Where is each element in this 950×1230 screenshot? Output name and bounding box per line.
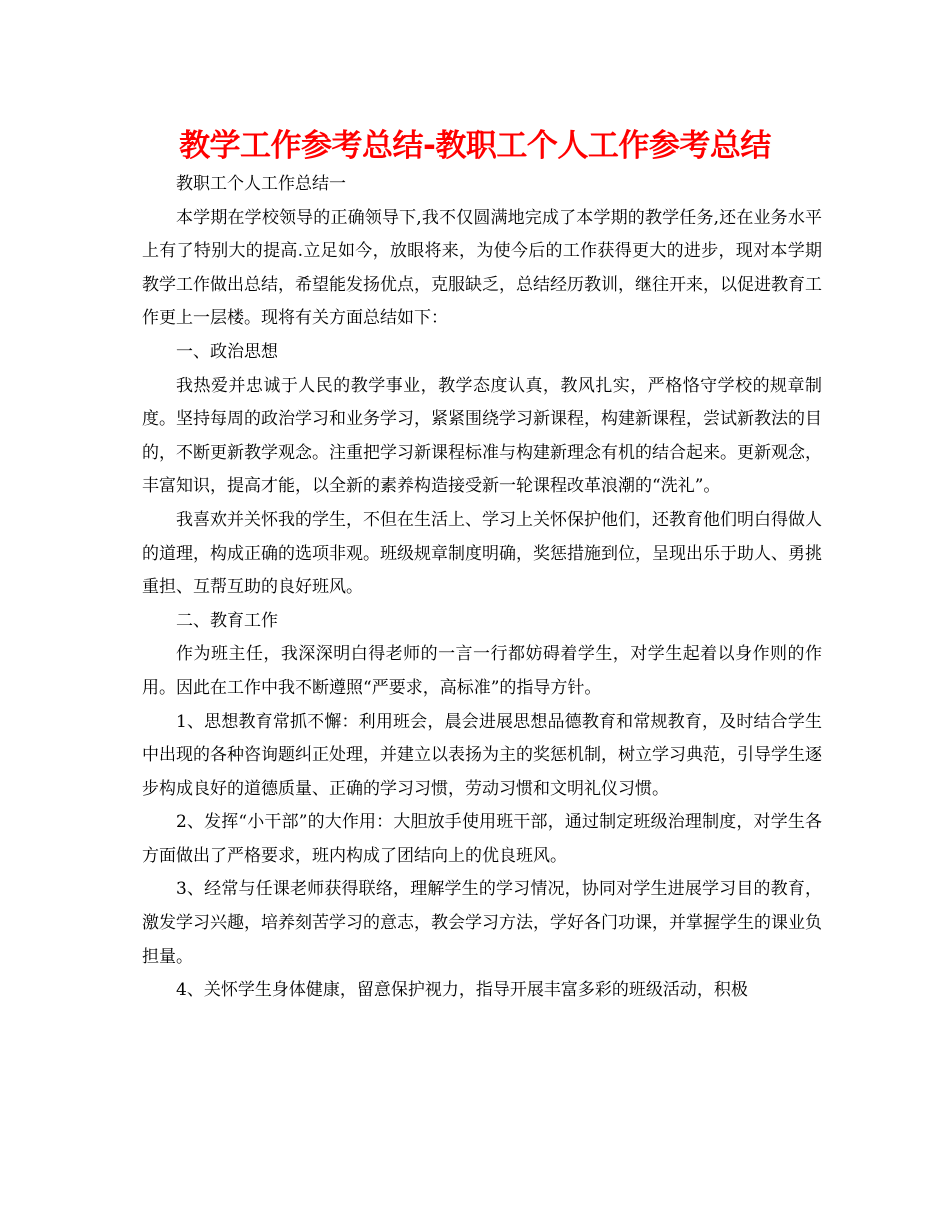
document-title: 教学工作参考总结-教职工个人工作参考总结: [179, 128, 771, 164]
subtitle-paragraph: 教职工个人工作总结一: [176, 174, 346, 194]
intro-paragraph: 本学期在学校领导的正确领导下,我不仅圆满地完成了本学期的教学任务,还在业务水平上有了特别大的提高.立足如今，放眼将来，为使今后的工作获得更大的进步，现对本学期教学工作做出总结，希望能发扬优点，克服缺乏，总结经历教训，继往开来，以促进教育工作更上一层楼。现将有关方面总结如下：: [142, 207, 822, 329]
list-item-3: 3、经常与任课老师获得联络，理解学生的学习情况，协同对学生进展学习目的教育，激发学习兴趣，培养刻苦学习的意志，教会学习方法，学好各门功课，并掌握学生的课业负担量。: [142, 879, 822, 967]
politics-paragraph: 我热爱并忠诚于人民的教学事业，教学态度认真，教风扎实，严格恪守学校的规章制度。坚持每周的政治学习和业务学习，紧紧围绕学习新课程，构建新课程，尝试新教法的目的，不断更新教学观念。注重把学习新课程标准与构建新理念有机的结合起来。更新观念，丰富知识，提高才能，以全新的素养构造接受新一轮课程改革浪潮的“洗礼”。: [142, 375, 822, 497]
care-paragraph: 我喜欢并关怀我的学生，不但在生活上、学习上关怀保护他们，还教育他们明白得做人的道理，构成正确的选项非观。班级规章制度明确，奖惩措施到位，呈现出乐于助人、勇挑重担、互帮互助的良好班风。: [142, 509, 822, 598]
list-item-2: 2、发挥“小干部”的大作用：大胆放手使用班干部，通过制定班级治理制度，对学生各方面做出了严格要求，班内构成了团结向上的优良班风。: [142, 812, 822, 866]
list-item-1: 1、思想教育常抓不懈：利用班会，晨会进展思想品德教育和常规教育，及时结合学生中出现的各种咨询题纠正处理，并建立以表扬为主的奖惩机制，树立学习典范，引导学生逐步构成良好的道德质量、正确的学习习惯，劳动习惯和文明礼仪习惯。: [142, 711, 822, 799]
document-body: [142, 168, 822, 1008]
list-item-4: 4、关怀学生身体健康，留意保护视力，指导开展丰富多彩的班级活动，积极: [176, 980, 748, 1001]
education-intro-paragraph: 作为班主任，我深深明白得老师的一言一行都妨碍着学生，对学生起着以身作则的作用。因此在工作中我不断遵照“严要求，高标准”的指导方针。: [142, 644, 822, 698]
section-heading-education: 二、教育工作: [176, 610, 278, 631]
section-heading-politics: 一、政治思想: [176, 341, 278, 362]
